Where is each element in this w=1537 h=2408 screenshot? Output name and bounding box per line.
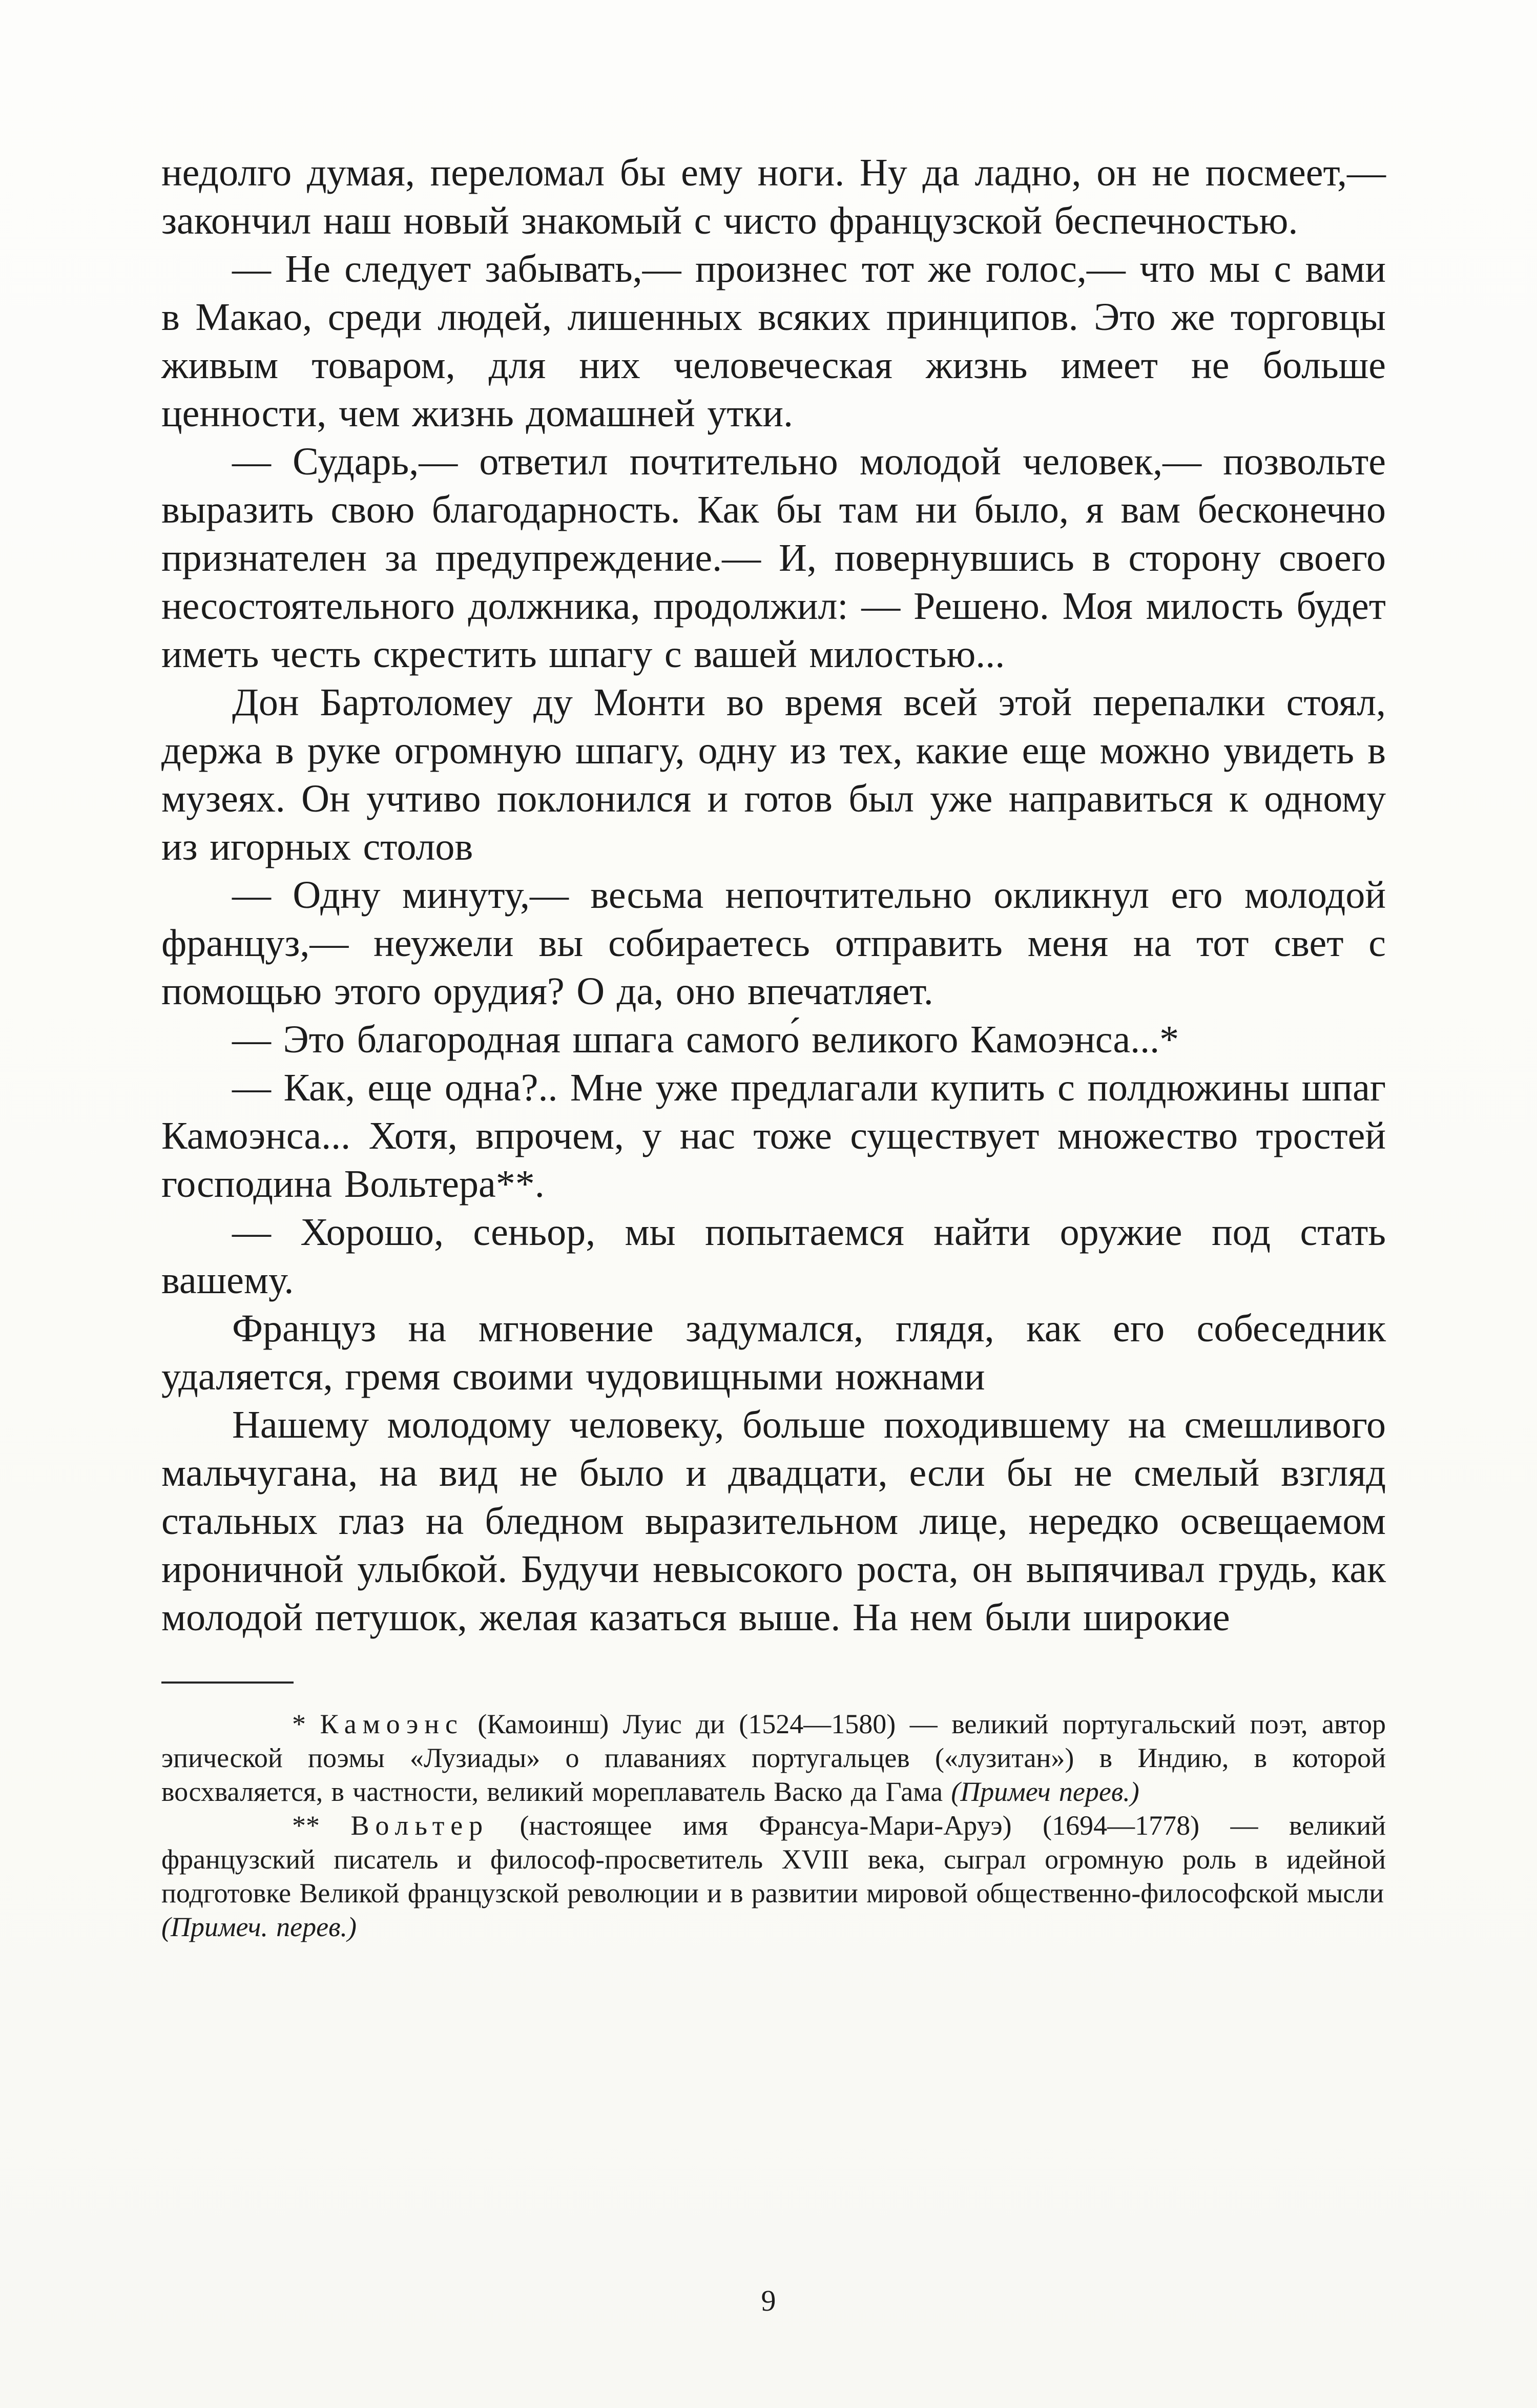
footnote-term: Камоэнс [320,1709,464,1739]
footnotes-section [161,1682,1386,1944]
paragraph: — Сударь,— ответил почтительно молодой человек,— позвольте выразить свою благодарность. Как бы там ни было, я вам бесконечно признателен за предупреждение.— И, повернувшись в сторону своего несостоятельного должника, продолжил: — Решено. Моя милость будет иметь честь скрестить шпагу с вашей милостью... [161,440,1386,676]
footnote-term: Вольтер [350,1810,489,1841]
footnote-text: (настоящее имя Франсуа-Мари-Аруэ) (1694—1778) — великий французский писатель и философ-просветитель XVIII века, сыграл огромную роль в идейной подготовке Великой французской революции и в развитии мировой общественно-философской мысли [161,1810,1386,1908]
paragraph: Дон Бартоломеу ду Монти во время всей этой перепалки стоял, держа в руке огромную шпагу, одну из тех, какие еще можно увидеть в музеях. Он учтиво поклонился и готов был уже направиться к одному из игорных столов [161,681,1386,868]
paragraph: Француз на мгновение задумался, глядя, как его собеседник удаляется, гремя своими чудовищными ножнами [161,1307,1386,1398]
footnote [161,1809,1386,1944]
paragraph: — Не следует забывать,— произнес тот же голос,— что мы с вами в Макао, среди людей, лишенных всяких принципов. Это же торговцы живым товаром, для них человеческая жизнь имеет не больше ценности, чем жизнь домашней утки. [161,247,1386,435]
paragraph: недолго думая, переломал бы ему ноги. Ну да ладно, он не посмеет,— закончил наш новый знакомый с чисто французской беспечностью. [161,151,1386,242]
paragraph: Нашему молодому человеку, больше походившему на смешливого мальчугана, на вид не было и двадцати, если бы не смелый взгляд стальных глаз на бледном выразительном лице, нередко освещаемом ироничной улыбкой. Будучи невысокого роста, он выпячивал грудь, как молодой петушок, желая казаться выше. На нем были широкие [161,1403,1386,1639]
footnote-text: (Камоинш) Луис ди (1524—1580) — великий португальский поэт, автор эпической поэмы «Лузиады» о плаваниях португальцев («лузитан») в Индию, в которой восхваляется, в частности, великий мореплаватель Васко да Гама [161,1709,1386,1807]
paragraph: — Как, еще одна?.. Мне уже предлагали купить с полдюжины шпаг Камоэнса... Хотя, впрочем, у нас тоже существует множество тростей господина Вольтера**. [161,1066,1386,1206]
footnote-marker: * [292,1709,320,1739]
footnote-attribution: (Примеч перев.) [951,1776,1139,1807]
paragraph: — Одну минуту,— весьма непочтительно окликнул его молодой француз,— неужели вы собираетесь отправить меня на тот свет с помощью этого орудия? О да, оно впечатляет. [161,874,1386,1013]
footnote-divider [161,1682,294,1684]
paragraph: — Это благородная шпага самого́ великого Камоэнса...* [232,1018,1179,1061]
page-number: 9 [761,2284,776,2317]
footnote-attribution: (Примеч. перев.) [161,1912,357,1942]
main-text [161,149,1386,1642]
footnote [161,1707,1386,1809]
paragraph: — Хорошо, сеньор, мы попытаемся найти оружие под стать вашему. [161,1211,1386,1302]
footnote-marker: ** [292,1810,351,1841]
